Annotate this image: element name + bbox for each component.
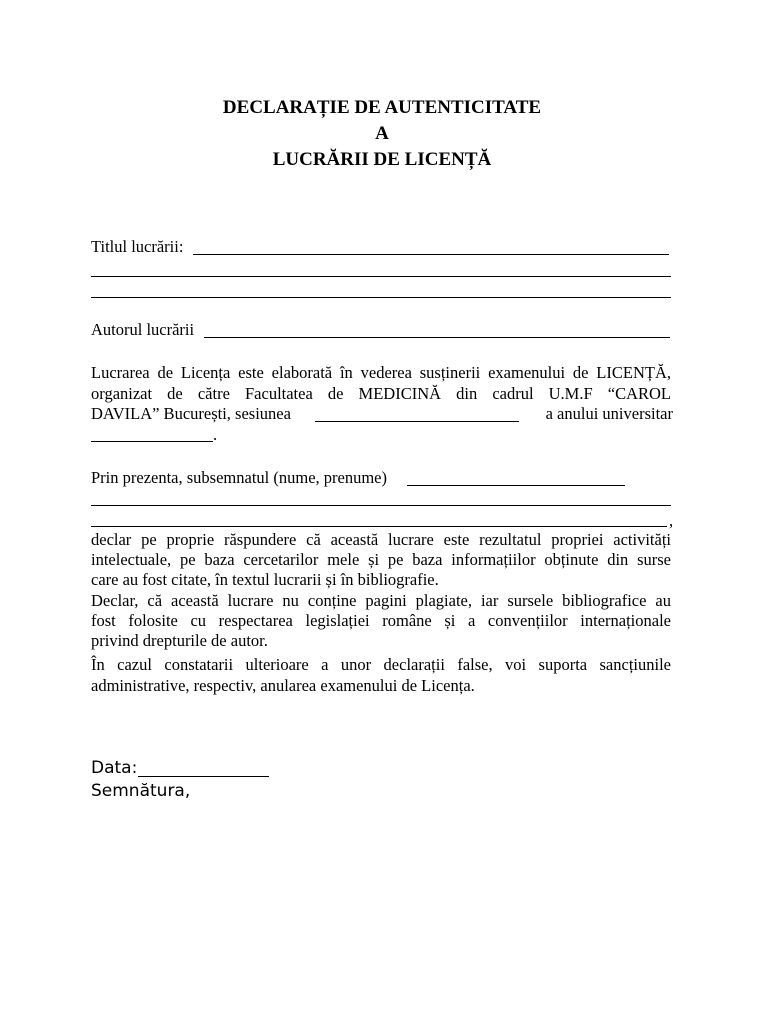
paragraph2-line-8: administrative, respectiv, anularea examenului de Licența. xyxy=(91,676,475,695)
paragraph2-line-5: fost folosite cu respectarea legislației române și a convențiilor internaționale xyxy=(91,611,671,630)
paragraph2-line-7: În cazul constatarii ulterioare a unor declarații false, voi suporta sancțiunile xyxy=(91,655,671,674)
date-field-line[interactable] xyxy=(138,776,269,777)
title-field-line-3[interactable] xyxy=(91,297,671,298)
paragraph2-line-1: declar pe proprie răspundere că această lucrare este rezultatul propriei activități xyxy=(91,530,671,549)
author-field-label: Autorul lucrării xyxy=(91,320,195,339)
paragraph2-line-4: Declar, că această lucrare nu conține pagini plagiate, iar sursele bibliografice au xyxy=(91,591,671,610)
paragraph1-period: . xyxy=(213,425,218,444)
paragraph1-line-1: Lucrarea de Licența este elaborată în vederea susținerii examenului de LICENȚĂ, xyxy=(91,363,671,382)
paragraph2-line-2: intelectuale, pe baza cercetarilor mele și pe baza informațiilor obținute din surse xyxy=(91,550,671,569)
name-field-line-1[interactable] xyxy=(407,485,625,486)
paragraph1-line-3-start: DAVILA” București, sesiunea xyxy=(91,404,291,423)
doc-title-line-3: LUCRĂRII DE LICENȚĂ xyxy=(272,149,492,170)
title-field-label: Titlul lucrării: xyxy=(91,237,184,256)
doc-title-line-2: A xyxy=(375,123,389,144)
declaration-page xyxy=(91,0,673,1024)
paragraph2-line-3: care au fost citate, în textul lucrarii și în bibliografie. xyxy=(91,570,439,589)
paragraph1-line-2: organizat de către Facultatea de MEDICINĂ din cadrul U.M.F “CAROL xyxy=(91,384,671,403)
date-label: Data: xyxy=(91,758,138,778)
session-field-line[interactable] xyxy=(315,421,519,422)
title-field-line-1[interactable] xyxy=(193,254,669,255)
paragraph1-line-3-end: a anului universitar xyxy=(545,404,673,423)
title-field-line-2[interactable] xyxy=(91,276,671,277)
academic-year-field-line[interactable] xyxy=(91,441,213,442)
doc-title-line-1: DECLARAȚIE DE AUTENTICITATE xyxy=(222,97,542,118)
name-field-line-3[interactable] xyxy=(91,526,667,527)
name-field-comma: , xyxy=(669,511,674,530)
paragraph2-line-6: privind drepturile de autor. xyxy=(91,631,268,650)
signature-label: Semnătura, xyxy=(91,781,191,801)
name-field-line-2[interactable] xyxy=(91,505,671,506)
prin-prezenta-label: Prin prezenta, subsemnatul (nume, prenume) xyxy=(91,468,387,487)
author-field-line[interactable] xyxy=(204,337,670,338)
